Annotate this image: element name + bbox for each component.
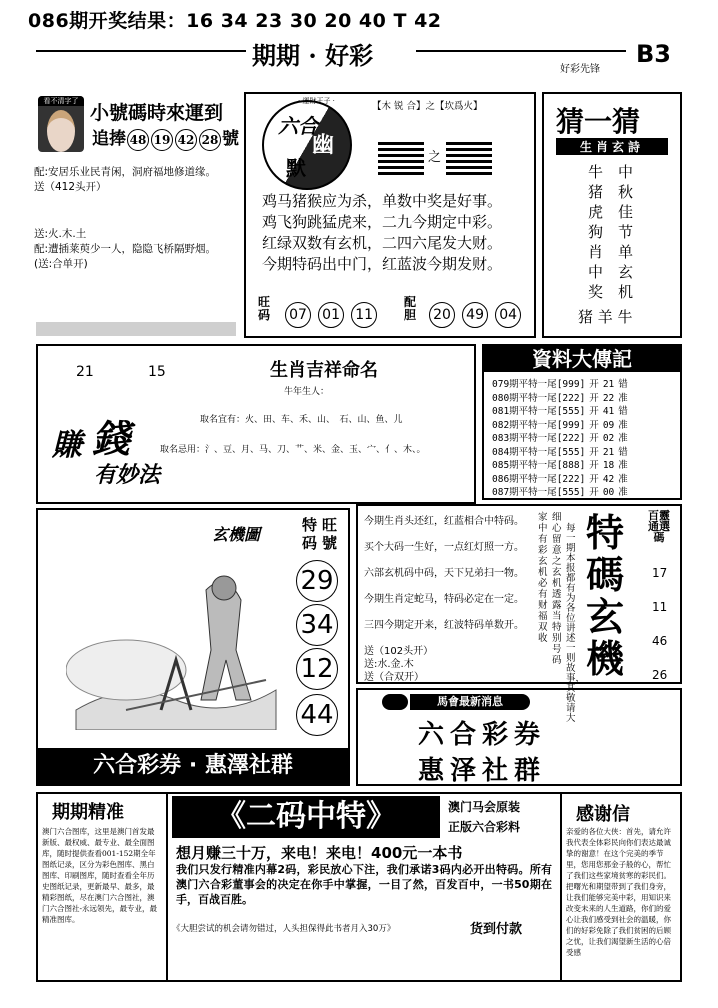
tips-vertical-c: 每一期本报都有为各位讲述一则故事，其敬请大: [566, 523, 586, 724]
ball: 48: [127, 129, 149, 151]
tip-s3: 送（合双开）: [364, 672, 424, 683]
tips-vertical-b: 细心留意之玄机透露当特别号码: [552, 512, 562, 666]
record-row: [492, 419, 632, 433]
tip-line: 今期生肖定蛇马，特码必定在一定。: [364, 594, 524, 605]
record-value: [888]: [556, 460, 586, 471]
record-number: 41: [602, 406, 615, 417]
trigram-icon: [446, 142, 492, 175]
record-value: [999]: [556, 379, 586, 390]
header-slogan: 好彩先锋: [560, 64, 600, 75]
record-open: 开: [589, 473, 599, 485]
record-number: 42: [602, 473, 615, 485]
record-period: 082期: [492, 419, 519, 431]
tip-line: 买个大码一生好，一点红灯照一方。: [364, 542, 524, 553]
pei-label: 配胆: [404, 295, 417, 322]
xuanji-title: 玄機圖: [212, 525, 261, 544]
bottom-left-title: 期期精准: [52, 802, 124, 823]
xuanji-number: 34: [296, 604, 338, 646]
record-value: [999]: [556, 419, 586, 431]
page-title: 期期 · 好彩: [252, 41, 374, 70]
record-open: 开: [589, 460, 599, 471]
promo-text2: 送（412头开）: [34, 181, 107, 193]
record-type: 平特一尾: [518, 460, 557, 471]
poem-line: 红绿双数有玄机，二四六尾发大财。: [262, 234, 503, 252]
avatar-face-icon: [47, 110, 75, 152]
xuanji-col-a: 特码: [302, 516, 318, 552]
tongji-number: 17: [652, 566, 668, 580]
record-number: 21: [602, 446, 615, 458]
record-value: [222]: [556, 433, 586, 444]
number-ball: 01: [318, 302, 344, 328]
naming-title: 生肖吉祥命名: [270, 360, 378, 381]
tips-vertical-a: 家中有彩玄机必有财福双收: [538, 512, 548, 644]
record-value: [222]: [556, 392, 586, 404]
record-result: 错: [618, 406, 628, 417]
avatar-caption: 看不清字了: [38, 96, 84, 106]
logo-zhuan: 賺: [52, 428, 82, 463]
bottom-divider-right: [560, 792, 562, 982]
record-open: 开: [589, 419, 599, 431]
record-type: 平特一尾: [518, 446, 557, 458]
wang-numbers: [284, 302, 378, 328]
record-type: 平特一尾: [518, 487, 557, 498]
record-open: 开: [589, 446, 599, 458]
record-type: 平特一尾: [518, 473, 557, 485]
naming-good-label: 取名宜有：: [200, 415, 246, 425]
record-value: [555]: [556, 446, 586, 458]
promo-line2-prefix: 追捧: [92, 129, 126, 149]
result-line: 086期开奖结果：16 34 23 30 20 40 T 42: [28, 10, 442, 32]
number-ball: 11: [351, 302, 377, 328]
xuanji-col-b: 旺號: [322, 516, 338, 552]
news-line2: 惠泽社群: [418, 756, 547, 786]
header-rule-left: [36, 50, 246, 52]
news-line1: 六合彩券: [418, 720, 547, 750]
logo-text-a: 六合: [278, 114, 318, 138]
record-number: 02: [602, 433, 615, 444]
bottom-right-text: 亲爱的各位大侠：首先，请允许我代表全体彩民向你们表达最诚挚的谢意！在这个完美的季节里，您用您那金子般的心，帮忙了我们这些家境贫寒的彩民们。把曙光和期望带到了我们身旁，让我们能够完美中彩，用知识来改变未来的人生道路，你们的爱心让我们感受到社会的温暖，你们的好彩免除了我们贫困的后顾之忧，让我们渴望新生活的心倍受感: [566, 827, 671, 957]
guess-answer: 猪 羊 牛: [578, 308, 633, 326]
pei-numbers: [428, 302, 522, 328]
tongji-number: 26: [652, 668, 668, 682]
record-row: [492, 392, 632, 406]
guess-col1: 牛猪虎狗肖中奖: [588, 163, 604, 301]
bottom-divider-left: [166, 792, 168, 982]
record-period: 083期: [492, 433, 519, 444]
naming-bad: [160, 442, 426, 455]
bottom-right-title: 感谢信: [576, 804, 630, 825]
record-type: 平特一尾: [518, 406, 557, 417]
record-number: 00: [602, 487, 615, 498]
logo-text-c: 默: [286, 156, 306, 180]
wang-label: 旺码: [258, 295, 271, 322]
tongji-number: 11: [652, 600, 668, 614]
record-row: [492, 432, 632, 446]
record-result: 准: [618, 433, 628, 444]
ball: 28: [199, 129, 221, 151]
bottom-side-a: 澳门马会原装: [448, 800, 521, 814]
trigram-icon: [378, 142, 424, 175]
naming-num1: 21: [76, 364, 94, 380]
tongji-number: 46: [652, 634, 668, 648]
record-row: [492, 486, 632, 500]
poem-badge-top: · 運財王子 ·: [298, 97, 335, 105]
number-ball: 04: [495, 302, 521, 328]
header-rule-right: [416, 50, 626, 52]
number-ball: 49: [462, 302, 488, 328]
record-period: 085期: [492, 460, 519, 471]
record-type: 平特一尾: [518, 379, 557, 390]
guess-subtitle: 生肖玄詩: [556, 138, 668, 155]
naming-bad-label: 取名忌用：: [160, 445, 206, 455]
poem-line: 鸡飞狗跳猛虎来，二九今期定中彩。: [262, 213, 503, 231]
poem-line: 今期特码出中门，红蓝波今期发财。: [262, 255, 503, 273]
record-result: 准: [618, 460, 628, 471]
bottom-left-text: 澳门六合图库，这里是澳门首发最新版、最权威、最专业、最全面图库，随时提供查看001-152期全年图纸记录，区分为彩色图库、黑白图库、印刷图库，随时查看全年历史图纸记录，更新最早、最多，最精彩图纸，尽在澳门六合图社，澳门六合图社-永远领先，最专业，最精准图库。: [42, 827, 158, 924]
xuanji-number: 12: [296, 648, 338, 690]
xuanji-number: 44: [296, 694, 338, 736]
record-period: 086期: [492, 473, 519, 485]
bottom-side-b: 正版六合彩料: [448, 820, 521, 834]
record-period: 081期: [492, 406, 519, 417]
record-value: [555]: [556, 487, 586, 498]
record-number: 09: [602, 419, 615, 431]
poem-line: 鸡马猪猴应为杀，单数中奖是好事。: [262, 192, 503, 210]
naming-subtitle: 牛年生人：: [284, 387, 330, 397]
tip-s2: 送:水.金.木: [364, 659, 414, 670]
promo-grey-bar: [36, 322, 236, 336]
record-type: 平特一尾: [518, 433, 557, 444]
guess-title: 猜一猜: [556, 105, 641, 138]
record-number: 22: [602, 392, 615, 404]
xuanji-illustration: [66, 560, 286, 730]
promo-line2-suffix: 號: [222, 129, 239, 149]
logo-qian: 錢: [92, 417, 131, 461]
promo-line1: 小號碼時來運到: [90, 102, 224, 124]
record-value: [222]: [556, 473, 586, 485]
tip-line: 今期生肖头还红，红蓝相合中特码。: [364, 516, 524, 527]
record-open: 开: [589, 406, 599, 417]
page-code: B3: [636, 40, 671, 68]
tip-line: 三四今期定开来，红波特码单数开。: [364, 620, 524, 631]
record-period: 079期: [492, 379, 519, 390]
record-type: 平特一尾: [518, 392, 557, 404]
record-result: 准: [618, 392, 628, 404]
xuanji-banner: 六合彩券 · 惠澤社群: [38, 748, 348, 784]
record-row: [492, 446, 632, 460]
news-label: 馬會最新消息: [410, 694, 530, 710]
record-result: 准: [618, 473, 628, 485]
record-value: [555]: [556, 406, 586, 417]
record-row: [492, 378, 632, 392]
bottom-para: 我们只发行精准内幕2码，彩民放心下注，我们承诺3码内必开出特码。所有澳门六合彩董事会的决定在你手中掌握，一目了然，百发百中，一书50期在手，百战百胜。: [176, 863, 552, 906]
record-open: 开: [589, 379, 599, 390]
logo-youmiaofa: 有妙法: [94, 463, 161, 488]
record-number: 21: [602, 379, 615, 390]
promo-line2: [92, 124, 239, 151]
number-ball: 20: [429, 302, 455, 328]
record-period: 084期: [492, 446, 519, 458]
record-result: 错: [618, 379, 628, 390]
naming-good: [200, 412, 403, 425]
record-result: 错: [618, 446, 628, 458]
bottom-footer: 《大胆尝试的机会请勿错过，人头担保得此书者月入30万》: [172, 924, 396, 934]
avatar: [38, 96, 84, 152]
xuanji-number: 29: [296, 560, 338, 602]
record-row: [492, 473, 632, 487]
record-open: 开: [589, 487, 599, 498]
bottom-main-title: 《二码中特》: [172, 796, 440, 838]
record-row: [492, 459, 632, 473]
record-open: 开: [589, 392, 599, 404]
tips-big-vertical: 特碼玄機: [586, 511, 625, 681]
promo-text4: 配:遭插莱萸少一人，隐隐飞桥隔野烟。: [34, 243, 217, 255]
news-icon: [382, 694, 408, 710]
promo-text1: 配:安居乐业民青闲，洞府福地修道缘。: [34, 166, 217, 178]
number-ball: 07: [285, 302, 311, 328]
ball: 42: [175, 129, 197, 151]
guess-col2: 中秋佳节单玄机: [618, 163, 634, 301]
records-table: [492, 378, 632, 500]
naming-good-list: 火、田、车、禾、山、 石、山、鱼、儿: [245, 415, 403, 425]
tip-line: 六部玄机码中码，天下兄弟扫一物。: [364, 568, 524, 579]
tip-s1: 送（102头开）: [364, 646, 434, 657]
record-row: [492, 405, 632, 419]
bottom-cod: 货到付款: [470, 922, 523, 937]
tongji-title: 百靈通選碼: [648, 509, 670, 544]
record-period: 087期: [492, 487, 519, 498]
bottom-earn: 想月赚三十万，来电！来电！400元一本书: [176, 844, 463, 862]
naming-num2: 15: [148, 364, 166, 380]
record-number: 18: [602, 460, 615, 471]
record-type: 平特一尾: [518, 419, 557, 431]
promo-text3: 送:火.木.土: [34, 228, 87, 240]
record-result: 准: [618, 487, 628, 498]
record-period: 080期: [492, 392, 519, 404]
record-open: 开: [589, 433, 599, 444]
promo-text5: (送:合单开): [34, 258, 88, 270]
ball: 19: [151, 129, 173, 151]
record-result: 准: [618, 419, 628, 431]
naming-bad-list: 氵、豆、月、马、刀、艹、米、金、玉、宀、亻、木、。: [205, 445, 426, 455]
poem-title: 【木 锐 合】之【坎爲火】: [372, 101, 483, 112]
logo-text-b: 幽: [312, 133, 335, 158]
records-title: 資料大傳記: [484, 346, 680, 372]
gua-zhi: 之: [428, 150, 442, 165]
